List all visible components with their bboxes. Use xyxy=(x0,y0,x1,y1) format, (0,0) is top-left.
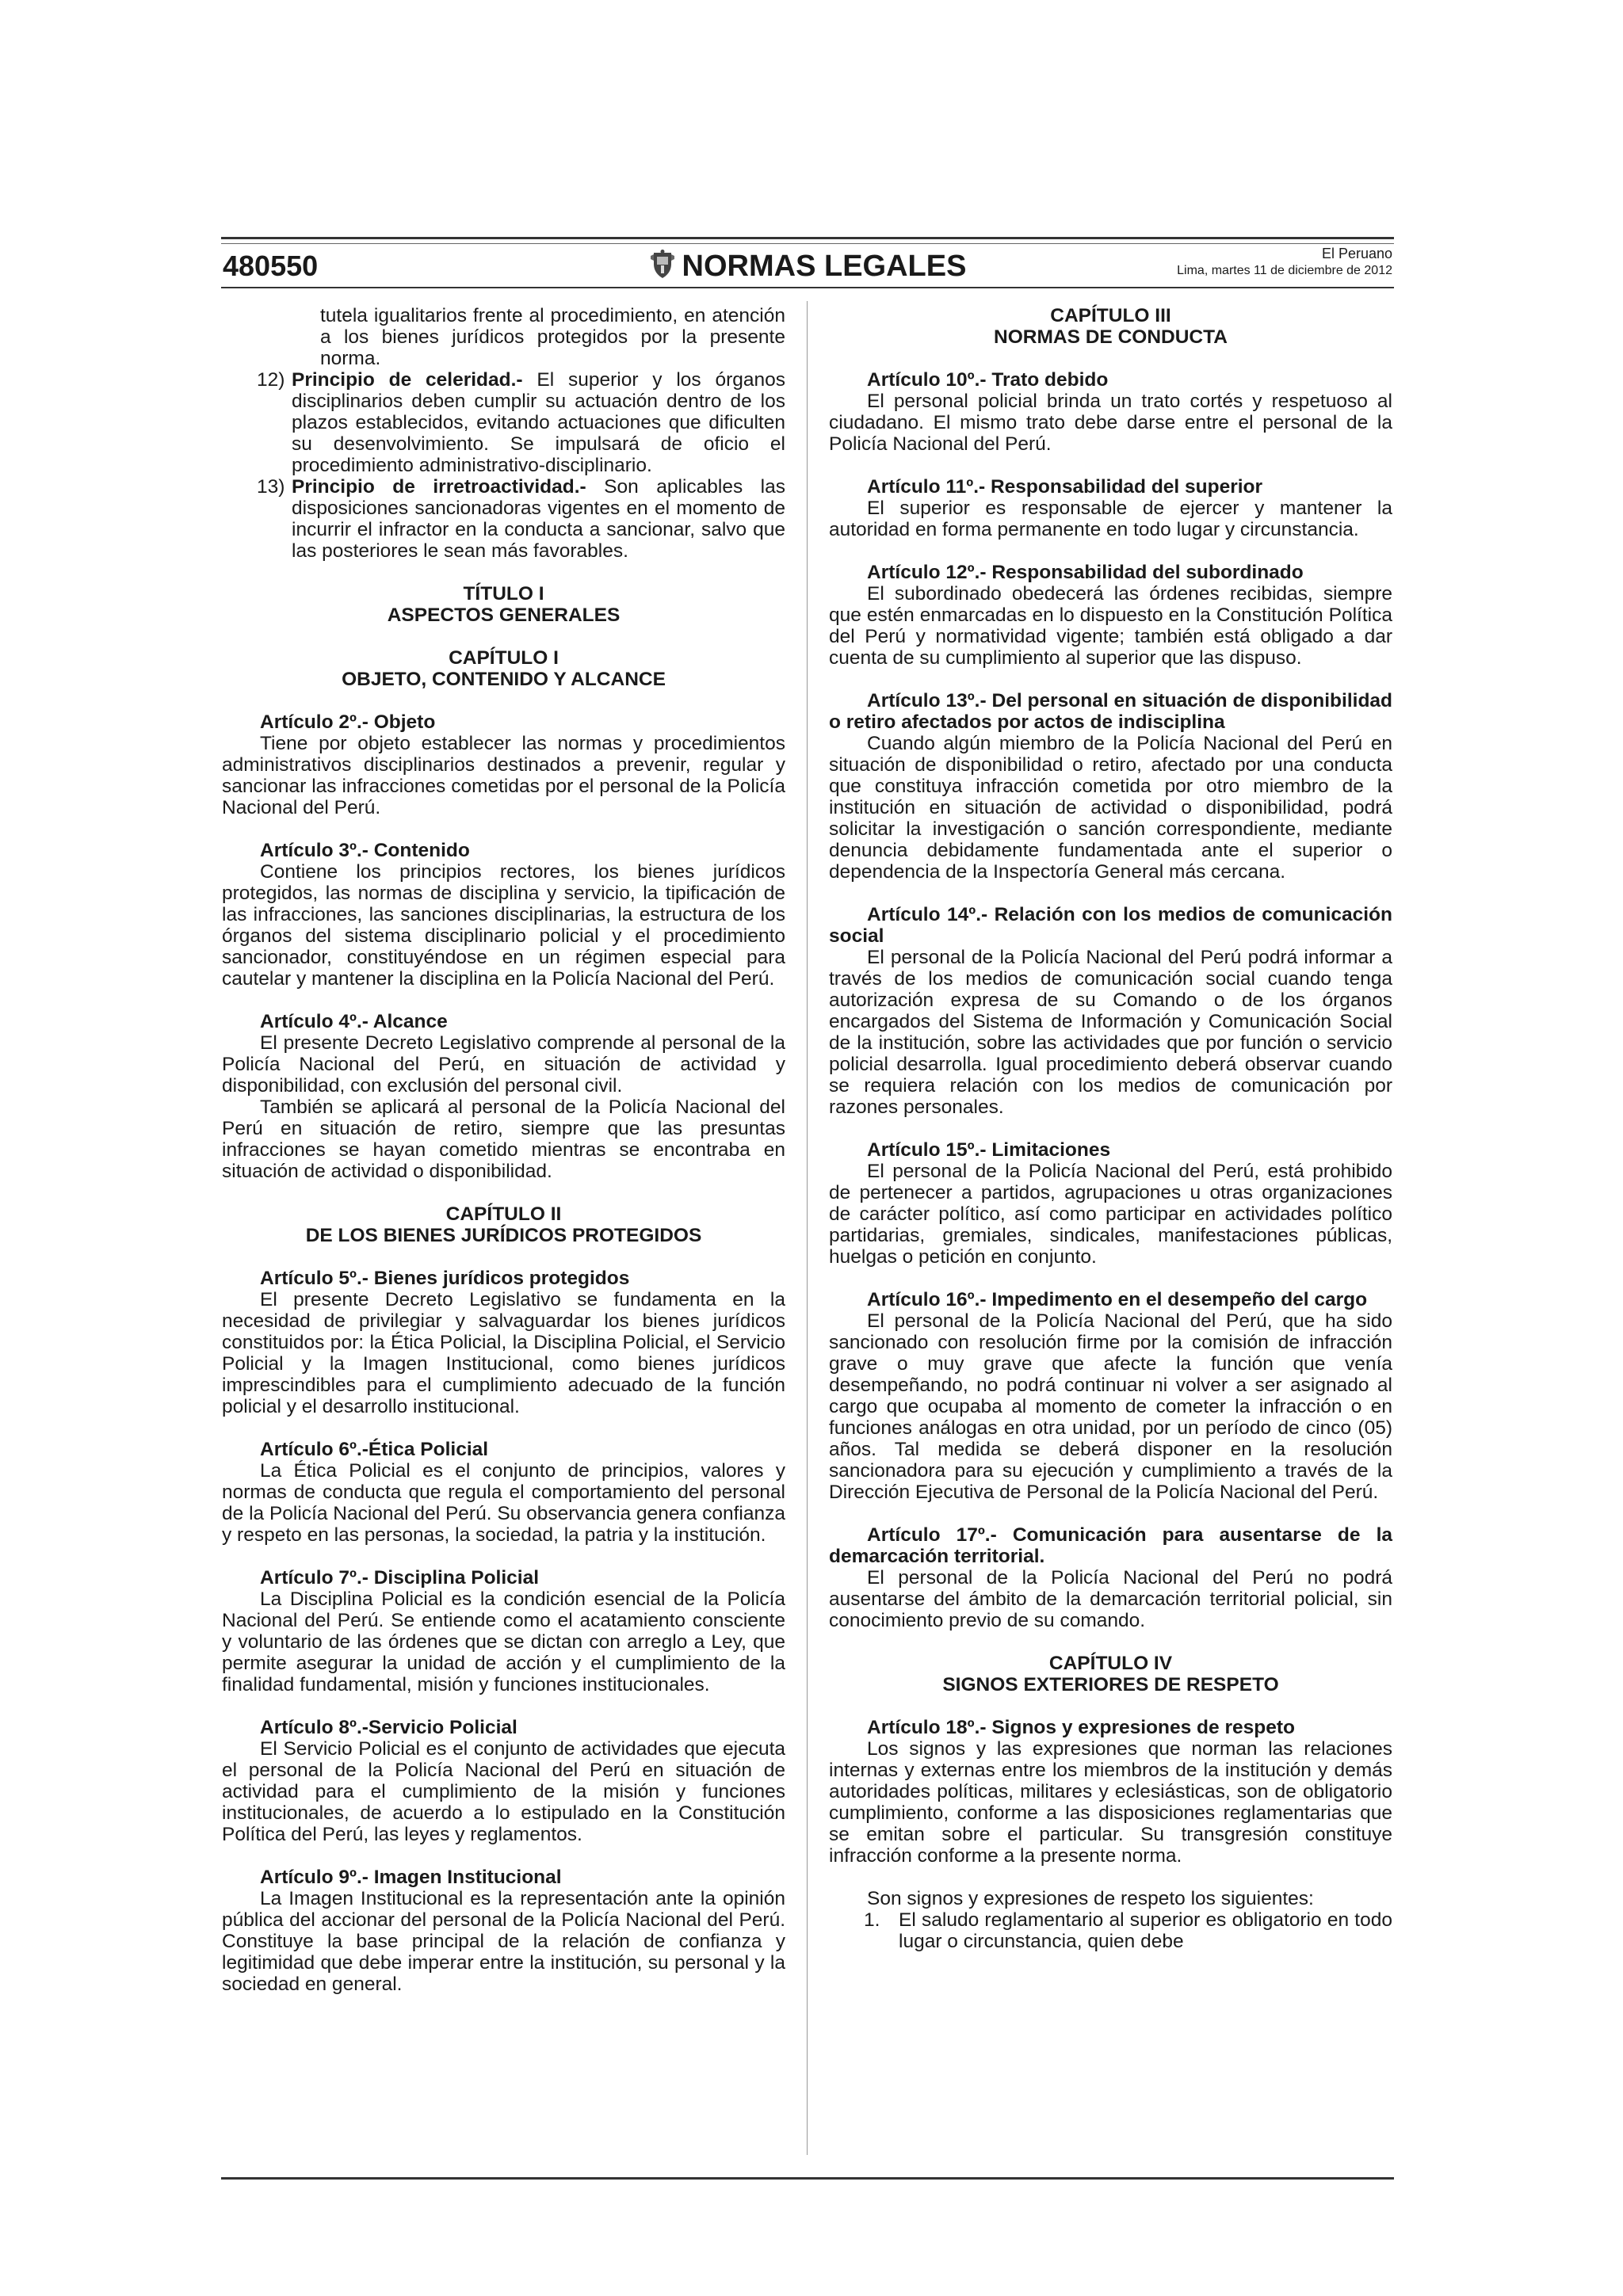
article-text: Los signos y las expresiones que norman las relaciones internas y externas entre los miembros de la institución y demás autoridades políticas, militares y eclesiásticas, son de obligatorio cumplimiento, conforme a las disposiciones reglamentarias que se emitan sobre el particular. Su transgresión constituye infracción conforme a la presente norma. xyxy=(829,1738,1392,1867)
article-text: La Ética Policial es el conjunto de principios, valores y normas de conducta que regula el comportamiento del personal de la Policía Nacional del Perú. Su observancia genera confianza y respeto en las personas, la sociedad, la patria y la institución. xyxy=(222,1460,785,1546)
article-14 xyxy=(829,904,1392,1118)
chapter-heading: CAPÍTULO III xyxy=(1050,305,1171,326)
column-divider xyxy=(807,301,808,2155)
article-title: Artículo 8º.-Servicio Policial xyxy=(260,1717,517,1738)
article-text: La Imagen Institucional es la representación ante la opinión pública del accionar del personal de la Policía Nacional del Perú. Constituye la base principal de la relación de confianza y legitimidad que debe imperar entre la institución, su personal y la sociedad en general. xyxy=(222,1888,785,1995)
article-12 xyxy=(829,562,1392,669)
list-item xyxy=(222,476,785,562)
article-text: El presente Decreto Legislativo se fundamenta en la necesidad de privilegiar y salvaguardar los bienes jurídicos constituidos por: la Ética Policial, la Disciplina Policial, el Servicio Policial y la Imagen Institucional, como bienes jurídicos imprescindibles para el cumplimiento adecuado de la función policial y el desarrollo institucional. xyxy=(222,1289,785,1417)
article-title: Artículo 6º.-Ética Policial xyxy=(260,1439,489,1460)
left-column xyxy=(222,305,785,1995)
article-title: Artículo 17º.- Comunicación para ausentarse de la demarcación territorial. xyxy=(829,1524,1392,1567)
article-title: Artículo 15º.- Limitaciones xyxy=(867,1139,1111,1161)
article-7 xyxy=(222,1567,785,1695)
article-11 xyxy=(829,476,1392,540)
article-17 xyxy=(829,1524,1392,1631)
title-heading: TÍTULO I xyxy=(463,583,544,605)
list-item-text: El saludo reglamentario al superior es obligatorio en todo lugar o circunstancia, quien debe xyxy=(899,1909,1392,1952)
list-item xyxy=(829,1909,1392,1952)
article-title: Artículo 11º.- Responsabilidad del superior xyxy=(867,476,1263,498)
list-item-title: Principio de irretroactividad.- xyxy=(292,476,586,498)
chapter-heading: CAPÍTULO IV xyxy=(1048,1653,1173,1674)
list-item-title: Principio de celeridad.- xyxy=(292,369,523,391)
article-text: El personal de la Policía Nacional del Perú podrá informar a través de los medios de comunicación social cuando tenga autorización expresa de su Comando o de los órganos encargados del Sistema de Información y Comunicación Social de la institución, sobre las actividades que por función o servicio policial desarrolla. Igual procedimiento deberá observar cuando se requiera relación con los medios de comunicación por razones personales. xyxy=(829,947,1392,1118)
page-number: 480550 xyxy=(223,250,319,282)
article-title: Artículo 18º.- Signos y expresiones de respeto xyxy=(867,1717,1295,1738)
page-header xyxy=(221,237,1394,289)
article-4 xyxy=(222,1011,785,1182)
article-text: Cuando algún miembro de la Policía Nacional del Perú en situación de disponibilidad o retiro, afectado por una conducta que constituya infracción cometida por otro miembro de la institución en situación de actividad o disponibilidad, podrá solicitar la investigación o sanción correspondiente, mediante denuncia debidamente fundamentada ante el superior o dependencia de la Inspectoría General más cercana. xyxy=(829,733,1392,883)
article-6 xyxy=(222,1439,785,1546)
article-title: Artículo 12º.- Responsabilidad del subordinado xyxy=(867,562,1304,583)
article-title: Artículo 2º.- Objeto xyxy=(260,711,436,733)
article-title: Artículo 9º.- Imagen Institucional xyxy=(260,1867,562,1888)
article-text: El personal policial brinda un trato cortés y respetuoso al ciudadano. El mismo trato debe darse entre el personal de la Policía Nacional del Perú. xyxy=(829,391,1392,455)
article-2 xyxy=(222,711,785,818)
article-9 xyxy=(222,1867,785,1995)
list-item-text: Son aplicables las disposiciones sancionadoras vigentes en el momento de incurrir el infractor en la conducta a sancionar, salvo que las posteriores le sean más favorables. xyxy=(292,476,785,562)
chapter-heading-name: SIGNOS EXTERIORES DE RESPETO xyxy=(942,1674,1279,1695)
article-text: El superior es responsable de ejercer y mantener la autoridad en forma permanente en todo lugar y circunstancia. xyxy=(829,498,1392,540)
chapter-heading-name: NORMAS DE CONDUCTA xyxy=(994,326,1228,348)
publication-date: Lima, martes 11 de diciembre de 2012 xyxy=(1177,264,1392,277)
article-text: El Servicio Policial es el conjunto de actividades que ejecuta el personal de la Policía Nacional del Perú en situación de actividad para el cumplimiento de la misión y funciones institucionales, de acuerdo a lo estipulado en la Constitución Política del Perú, las leyes y reglamentos. xyxy=(222,1738,785,1845)
article-18 xyxy=(829,1717,1392,1952)
article-5 xyxy=(222,1268,785,1417)
article-title: Artículo 4º.- Alcance xyxy=(260,1011,448,1032)
list-item-number: 1. xyxy=(864,1909,880,1931)
article-15 xyxy=(829,1139,1392,1268)
chapter-heading: CAPÍTULO II xyxy=(445,1203,562,1225)
list-item-text: El superior y los órganos disciplinarios deben cumplir su actuación dentro de los plazos establecidos, evitando actuaciones que dificulten su desenvolvimiento. Se impulsará de oficio el procedimiento administrativo-disciplinario. xyxy=(292,369,785,476)
header-rule-thin xyxy=(221,243,1394,244)
coat-of-arms-icon xyxy=(649,250,676,280)
list-item xyxy=(222,369,785,476)
article-text: El personal de la Policía Nacional del Perú, que ha sido sancionado con resolución firme por la comisión de infracción grave o muy grave que afecte la función que venía desempeñando, no podrá continuar ni volver a ser asignado al cargo que ocupaba al momento de cometer la infracción o en funciones análogas en otra unidad, por un período de cinco (05) años. Tal medida se deberá disponer en la resolución sancionadora para su ejecución y cumplimiento a través de la Dirección Ejecutiva de Personal de la Policía Nacional del Perú. xyxy=(829,1310,1392,1503)
list-item-body xyxy=(292,476,785,562)
list-item-body xyxy=(292,369,785,476)
article-text: Contiene los principios rectores, los bienes jurídicos protegidos, las normas de disciplina y servicio, la tipificación de las infracciones, las sanciones disciplinarias, la estructura de los órganos del sistema disciplinario policial y el procedimiento sancionador, constituyéndose en un régimen especial para cautelar y mantener la disciplina en la Policía Nacional del Perú. xyxy=(222,861,785,990)
chapter-heading-name: DE LOS BIENES JURÍDICOS PROTEGIDOS xyxy=(305,1225,702,1246)
publication-name: El Peruano xyxy=(1321,246,1392,261)
article-title: Artículo 3º.- Contenido xyxy=(260,840,470,861)
chapter-heading-name: OBJETO, CONTENIDO Y ALCANCE xyxy=(342,669,666,690)
footer-rule xyxy=(221,2177,1394,2180)
brand-title: NORMAS LEGALES xyxy=(682,250,967,283)
right-column xyxy=(829,305,1392,1952)
item-11-continuation: tutela igualitarios frente al procedimiento, en atención a los bienes jurídicos protegidos por la presente norma. xyxy=(320,305,785,369)
article-text: La Disciplina Policial es la condición esencial de la Policía Nacional del Perú. Se entiende como el acatamiento consciente y voluntario de las órdenes que se dictan con arreglo a Ley, que permite asegurar la unidad de acción y el cumplimiento de la finalidad fundamental, misión y funciones institucionales. xyxy=(222,1589,785,1695)
publication-info xyxy=(1177,245,1392,280)
article-text: El presente Decreto Legislativo comprende al personal de la Policía Nacional del Perú, en situación de actividad y disponibilidad, con exclusión del personal civil. xyxy=(222,1032,785,1097)
article-8 xyxy=(222,1717,785,1845)
article-text: También se aplicará al personal de la Policía Nacional del Perú en situación de retiro, siempre que las presuntas infracciones se hayan cometido mientras se encontraba en situación de actividad o disponibilidad. xyxy=(222,1097,785,1182)
article-10 xyxy=(829,369,1392,455)
article-16 xyxy=(829,1289,1392,1503)
article-3 xyxy=(222,840,785,990)
article-text: Tiene por objeto establecer las normas y procedimientos administrativos disciplinarios destinados a prevenir, regular y sancionar las infracciones cometidas por el personal de la Policía Nacional del Perú. xyxy=(222,733,785,818)
article-title: Artículo 14º.- Relación con los medios de comunicación social xyxy=(829,904,1392,947)
article-title: Artículo 13º.- Del personal en situación de disponibilidad o retiro afectados por actos de indisciplina xyxy=(829,690,1392,733)
article-13 xyxy=(829,690,1392,883)
article-text: Son signos y expresiones de respeto los siguientes: xyxy=(867,1888,1314,1909)
header-rule-top xyxy=(221,237,1394,239)
article-title: Artículo 5º.- Bienes jurídicos protegidos xyxy=(260,1268,630,1289)
list-item-number: 13) xyxy=(257,476,285,498)
article-text: El personal de la Policía Nacional del Perú, está prohibido de pertenecer a partidos, agrupaciones u otras organizaciones de carácter político, así como participar en actividades político partidarias, gremiales, sindicales, manifestaciones públicas, huelgas o petición en conjunto. xyxy=(829,1161,1392,1268)
article-text: El subordinado obedecerá las órdenes recibidas, siempre que estén enmarcadas en lo dispuesto en la Constitución Política del Perú y normatividad vigente; también está obligado a dar cuenta de su cumplimiento al superior que las dispuso. xyxy=(829,583,1392,669)
title-heading-name: ASPECTOS GENERALES xyxy=(387,605,621,626)
article-title: Artículo 7º.- Disciplina Policial xyxy=(260,1567,540,1589)
chapter-heading: CAPÍTULO I xyxy=(449,647,559,669)
article-title: Artículo 16º.- Impedimento en el desempeño del cargo xyxy=(867,1289,1368,1310)
article-text: El personal de la Policía Nacional del Perú no podrá ausentarse del ámbito de la demarcación territorial policial, sin conocimiento previo de su comando. xyxy=(829,1567,1392,1631)
list-item-number: 12) xyxy=(257,369,285,391)
header-rule-bottom xyxy=(221,287,1394,288)
article-title: Artículo 10º.- Trato debido xyxy=(867,369,1109,391)
